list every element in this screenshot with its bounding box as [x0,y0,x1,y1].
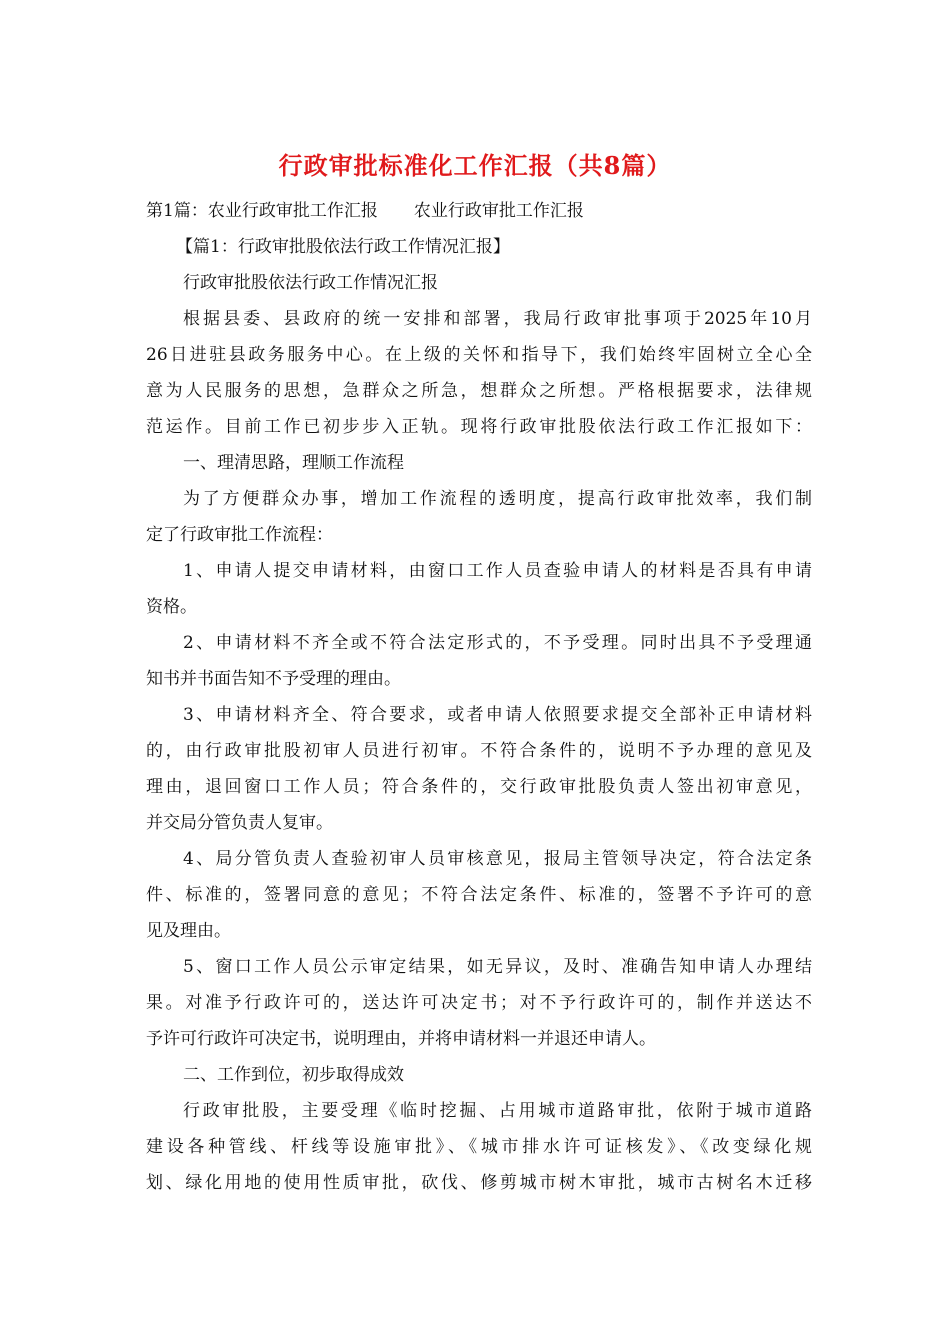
text-line: 建设各种管线、杆线等设施审批》、《城市排水许可证核发》、《改变绿化规 [146,1137,812,1157]
text-line: 意为人民服务的思想，急群众之所急，想群众之所想。严格根据要求，法律规 [146,381,812,401]
text-line: 【篇1：行政审批股依法行政工作情况汇报】 [176,237,510,257]
text-line: 予许可行政许可决定书，说明理由，并将申请材料一并退还申请人。 [146,1029,656,1049]
text-line: 见及理由。 [146,921,231,941]
text-line: 资格。 [146,597,197,617]
text-line: 划、绿化用地的使用性质审批，砍伐、修剪城市树木审批，城市古树名木迁移 [146,1173,812,1193]
text-line: 件、标准的，签署同意的意见；不符合法定条件、标准的，签署不予许可的意 [146,885,812,905]
text-line: 的，由行政审批股初审人员进行初审。不符合条件的，说明不予办理的意见及 [146,741,812,761]
text-line: 理由，退回窗口工作人员；符合条件的，交行政审批股负责人签出初审意见， [146,777,812,797]
text-line: 果。对准予行政许可的，送达许可决定书；对不予行政许可的，制作并送达不 [146,993,812,1013]
text-line: 为了方便群众办事，增加工作流程的透明度，提高行政审批效率，我们制 [183,489,812,509]
text-line: 1、申请人提交申请材料，由窗口工作人员查验申请人的材料是否具有申请 [183,561,812,581]
text-line: 行政审批股依法行政工作情况汇报 [183,273,438,293]
text-line: 定了行政审批工作流程： [146,525,333,545]
text-line: 知书并书面告知不予受理的理由。 [146,669,401,689]
document-title: 行政审批标准化工作汇报（共8篇） [278,151,672,180]
text-line: 并交局分管负责人复审。 [146,813,333,833]
text-line: 行政审批股，主要受理《临时挖掘、占用城市道路审批，依附于城市道路 [183,1101,812,1121]
text-line: 范运作。目前工作已初步步入正轨。现将行政审批股依法行政工作汇报如下： [146,417,812,437]
chapter-heading-left: 第1篇：农业行政审批工作汇报 [146,201,378,221]
document-body [146,193,812,1201]
chapter-heading-right: 农业行政审批工作汇报 [413,201,584,221]
text-line: 根据县委、县政府的统一安排和部署，我局行政审批事项于2025年10月 [183,309,812,329]
text-line: 2、申请材料不齐全或不符合法定形式的，不予受理。同时出具不予受理通 [183,633,812,653]
text-line: 一、理清思路，理顺工作流程 [183,453,404,473]
chapter-heading-line [146,193,812,229]
text-line: 4、局分管负责人查验初审人员审核意见，报局主管领导决定，符合法定条 [183,849,812,869]
text-line: 26日进驻县政务服务中心。在上级的关怀和指导下，我们始终牢固树立全心全 [146,345,812,365]
text-line: 5、窗口工作人员公示审定结果，如无异议，及时、准确告知申请人办理结 [183,957,812,977]
text-line: 3、申请材料齐全、符合要求，或者申请人依照要求提交全部补正申请材料 [183,705,812,725]
text-line: 二、工作到位，初步取得成效 [183,1065,404,1085]
